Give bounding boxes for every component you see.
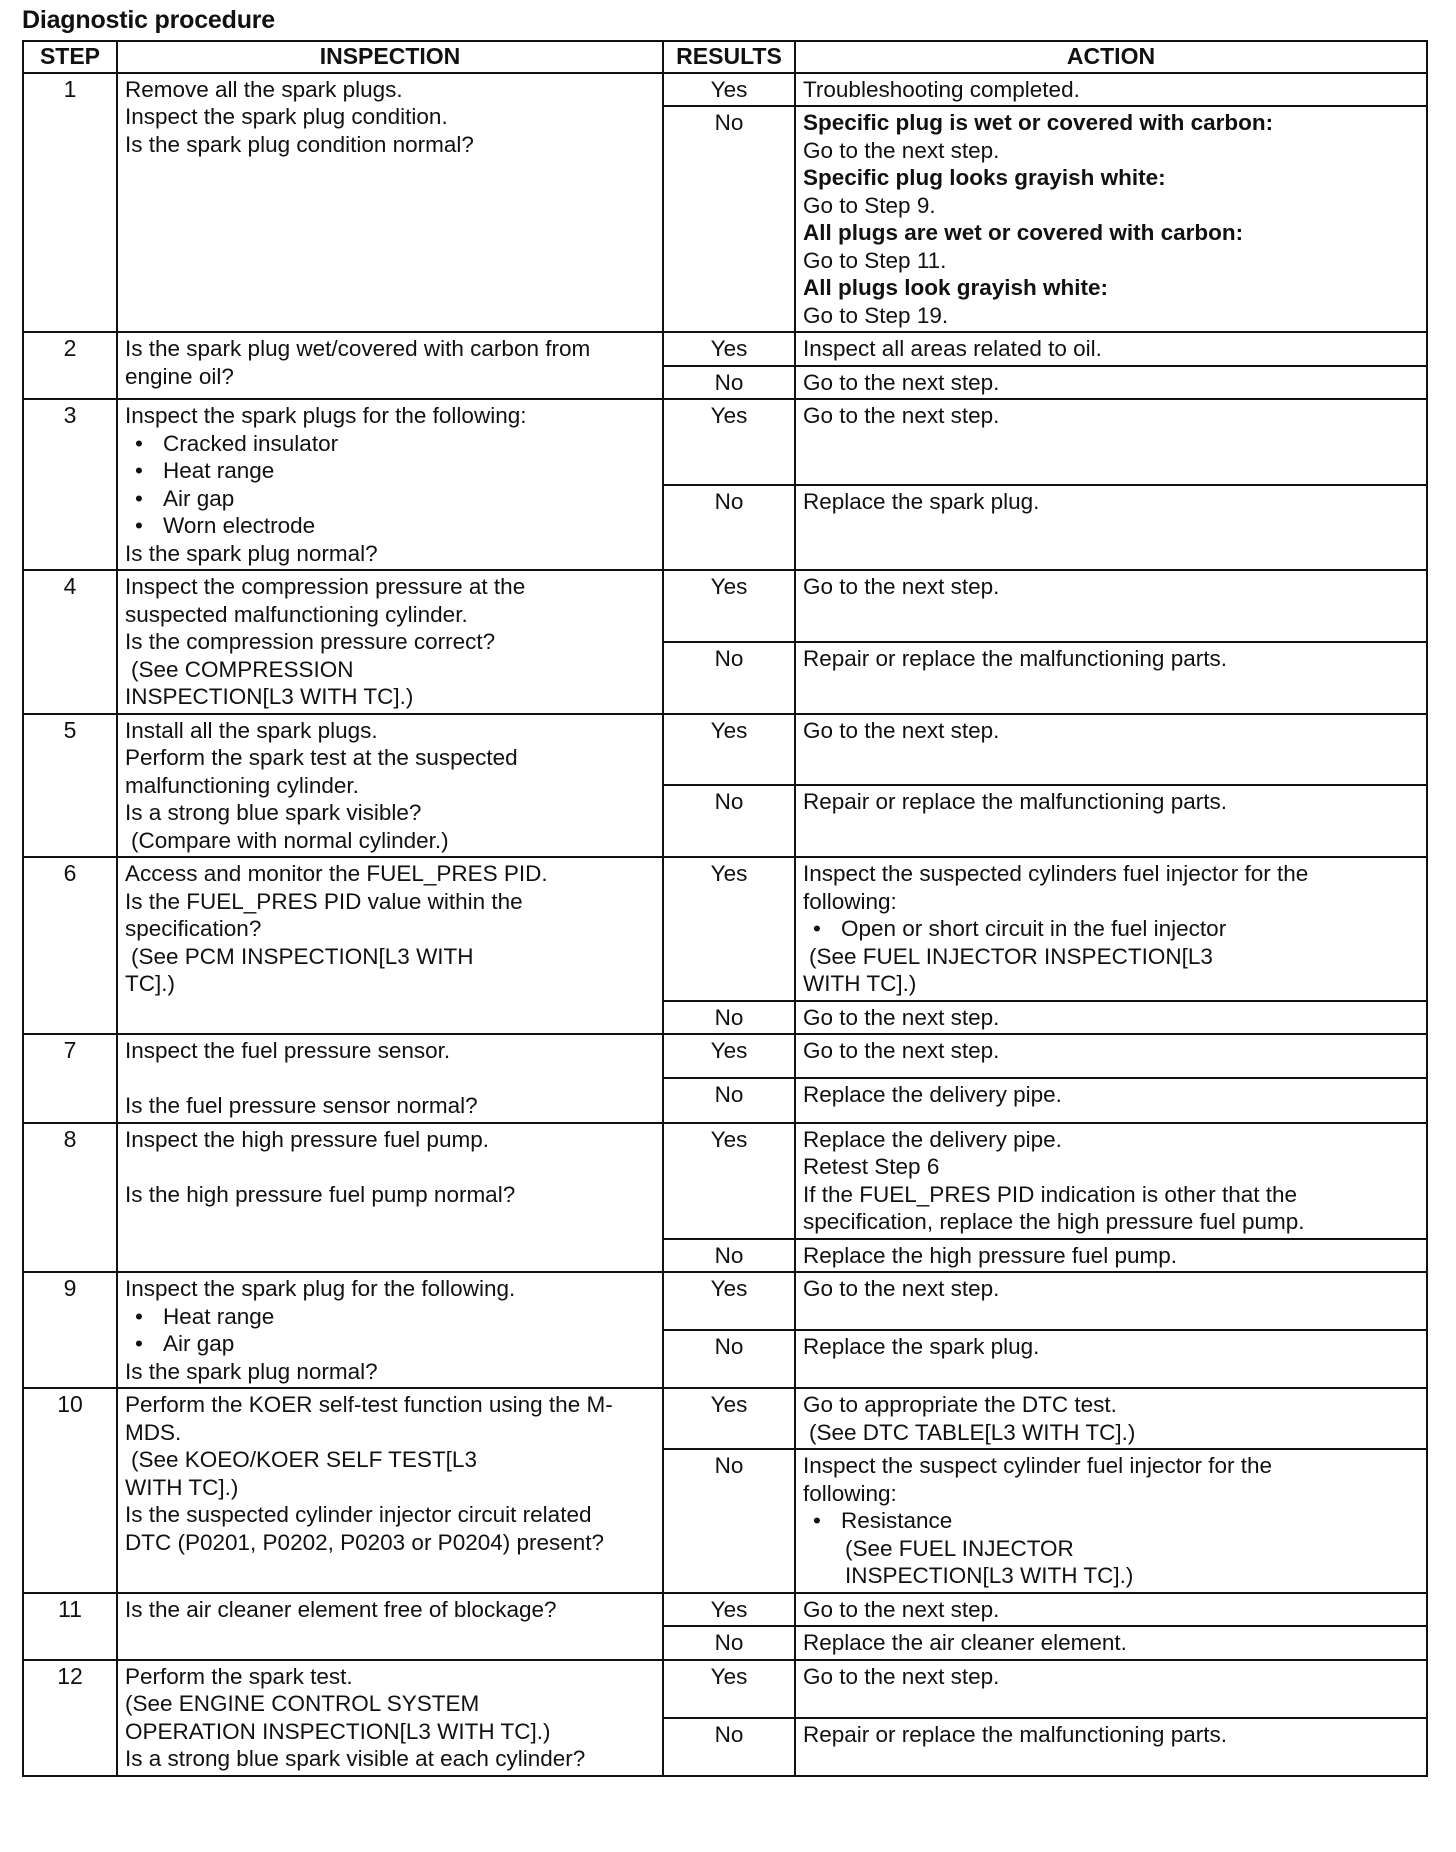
header-results: RESULTS [663, 41, 795, 73]
inspection-text: Is the fuel pressure sensor normal? [125, 1093, 478, 1118]
bullet-icon: • [135, 485, 143, 511]
result-yes: Yes [663, 570, 795, 642]
action-cell [795, 1449, 1427, 1593]
reference-text: INSPECTION[L3 WITH TC].) [125, 684, 414, 709]
table-row [23, 399, 1427, 485]
action-condition: Specific plug is wet or covered with carbon: [803, 110, 1274, 135]
action-cell: Repair or replace the malfunctioning parts. [795, 785, 1427, 857]
action-cell: Go to the next step. [795, 1001, 1427, 1035]
inspection-cell [117, 570, 663, 714]
bullet-icon: • [135, 513, 143, 538]
action-cell: Go to the next step. [795, 714, 1427, 786]
inspection-cell [117, 714, 663, 858]
reference-text: (See PCM INSPECTION[L3 WITH [131, 943, 474, 969]
inspection-text: Is the spark plug normal? [125, 1358, 378, 1384]
reference-text: (See KOEO/KOER SELF TEST[L3 [131, 1447, 477, 1472]
inspection-cell [117, 1272, 663, 1388]
reference-text: INSPECTION[L3 WITH TC].) [845, 1563, 1134, 1588]
result-yes: Yes [663, 1272, 795, 1330]
bullet-item [125, 1330, 655, 1358]
result-no: No [663, 785, 795, 857]
table-row [23, 1593, 1427, 1627]
table-row [23, 857, 1427, 1001]
result-no: No [663, 1001, 795, 1035]
result-no: No [663, 1330, 795, 1388]
bullet-item [125, 1303, 655, 1331]
bullet-text: Heat range [163, 458, 275, 483]
step-number: 3 [23, 399, 117, 570]
step-number: 4 [23, 570, 117, 714]
result-no: No [663, 642, 795, 714]
reference-text: (Compare with normal cylinder.) [131, 827, 449, 853]
action-cell [795, 1123, 1427, 1239]
inspection-cell [117, 1123, 663, 1273]
step-number: 6 [23, 857, 117, 1034]
action-text: following: [803, 888, 897, 914]
action-cell: Go to the next step. [795, 1593, 1427, 1627]
action-cell: Go to the next step. [795, 1272, 1427, 1330]
table-row [23, 1272, 1427, 1330]
inspection-text: Is the spark plug condition normal? [125, 131, 474, 157]
inspection-cell [117, 73, 663, 333]
action-condition: All plugs are wet or covered with carbon: [803, 220, 1244, 245]
result-no: No [663, 1449, 795, 1593]
result-yes: Yes [663, 1593, 795, 1627]
action-cell [795, 106, 1427, 332]
action-text: Inspect the suspected cylinders fuel injector for the [803, 861, 1309, 886]
bullet-text: Cracked insulator [163, 430, 339, 456]
result-no: No [663, 485, 795, 571]
inspection-text: Install all the spark plugs. [125, 717, 378, 743]
action-cell [795, 1388, 1427, 1449]
inspection-text: Is the suspected cylinder injector circuit related [125, 1502, 592, 1527]
bullet-item [125, 485, 655, 513]
result-yes: Yes [663, 1388, 795, 1449]
action-text: Go to appropriate the DTC test. [803, 1392, 1117, 1417]
page-title: Diagnostic procedure [22, 6, 275, 34]
result-yes: Yes [663, 332, 795, 366]
inspection-text: Inspect the compression pressure at the [125, 574, 526, 599]
header-inspection: INSPECTION [117, 41, 663, 73]
step-number: 2 [23, 332, 117, 399]
inspection-text: MDS. [125, 1419, 182, 1445]
table-row [23, 1123, 1427, 1239]
inspection-text: Is the high pressure fuel pump normal? [125, 1181, 516, 1207]
blank-line [125, 1065, 655, 1093]
action-cell: Replace the air cleaner element. [795, 1626, 1427, 1660]
step-number: 12 [23, 1660, 117, 1776]
bullet-text: Air gap [163, 1331, 235, 1356]
bullet-icon: • [135, 1331, 143, 1356]
action-cell: Repair or replace the malfunctioning parts. [795, 1718, 1427, 1776]
action-cell: Replace the delivery pipe. [795, 1078, 1427, 1122]
action-cell: Go to the next step. [795, 1034, 1427, 1078]
reference-text: (See FUEL INJECTOR INSPECTION[L3 [809, 943, 1213, 969]
inspection-text: Remove all the spark plugs. [125, 76, 403, 102]
table-row [23, 1388, 1427, 1449]
step-number: 9 [23, 1272, 117, 1388]
bullet-icon: • [813, 916, 821, 941]
inspection-cell [117, 1034, 663, 1123]
table-row [23, 332, 1427, 366]
bullet-text: Open or short circuit in the fuel injector [841, 916, 1227, 941]
result-yes: Yes [663, 1660, 795, 1718]
result-no: No [663, 1718, 795, 1776]
inspection-text: Inspect the fuel pressure sensor. [125, 1038, 451, 1063]
action-cell: Go to the next step. [795, 570, 1427, 642]
bullet-icon: • [813, 1508, 821, 1533]
bullet-item [803, 1507, 1419, 1535]
inspection-text: Is a strong blue spark visible? [125, 800, 422, 825]
inspection-text: Is the compression pressure correct? [125, 629, 496, 654]
inspection-text: Is the FUEL_PRES PID value within the [125, 888, 523, 914]
action-text: Inspect the suspect cylinder fuel injector for the [803, 1453, 1272, 1478]
bullet-item [125, 430, 655, 458]
result-no: No [663, 1626, 795, 1660]
step-number: 10 [23, 1388, 117, 1593]
result-no: No [663, 366, 795, 400]
inspection-cell [117, 1660, 663, 1776]
inspection-text: DTC (P0201, P0202, P0203 or P0204) present? [125, 1529, 605, 1555]
step-number: 11 [23, 1593, 117, 1660]
inspection-text: Inspect the spark plugs for the following: [125, 403, 527, 428]
blank-line [125, 1153, 655, 1181]
result-no: No [663, 106, 795, 332]
bullet-icon: • [135, 1303, 143, 1329]
action-condition: All plugs look grayish white: [803, 275, 1109, 300]
inspection-cell: Is the air cleaner element free of blockage? [117, 1593, 663, 1660]
inspection-text: Is the spark plug normal? [125, 540, 378, 566]
action-condition: Specific plug looks grayish white: [803, 165, 1166, 190]
reference-text: WITH TC].) [125, 1474, 239, 1500]
result-no: No [663, 1239, 795, 1273]
inspection-text: Perform the spark test at the suspected [125, 745, 518, 770]
action-cell: Replace the spark plug. [795, 1330, 1427, 1388]
action-text: following: [803, 1480, 897, 1506]
result-no: No [663, 1078, 795, 1122]
action-cell: Go to the next step. [795, 1660, 1427, 1718]
result-yes: Yes [663, 399, 795, 485]
result-yes: Yes [663, 73, 795, 107]
inspection-cell [117, 399, 663, 570]
action-cell: Go to the next step. [795, 399, 1427, 485]
inspection-text: suspected malfunctioning cylinder. [125, 601, 468, 627]
inspection-text: Inspect the spark plug condition. [125, 104, 448, 129]
action-cell: Replace the spark plug. [795, 485, 1427, 571]
step-number: 1 [23, 73, 117, 333]
inspection-text: engine oil? [125, 363, 234, 389]
action-text: Replace the delivery pipe. [803, 1126, 1062, 1152]
bullet-item [125, 512, 655, 540]
reference-text: WITH TC].) [803, 971, 917, 996]
bullet-icon: • [135, 458, 143, 483]
action-cell [795, 857, 1427, 1001]
action-cell: Inspect all areas related to oil. [795, 332, 1427, 366]
action-text: Go to Step 9. [803, 192, 936, 218]
inspection-cell [117, 332, 663, 399]
action-text: Go to the next step. [803, 137, 1000, 163]
table-row [23, 570, 1427, 642]
table-row [23, 714, 1427, 786]
action-cell: Repair or replace the malfunctioning parts. [795, 642, 1427, 714]
result-yes: Yes [663, 857, 795, 1001]
table-row [23, 73, 1427, 107]
inspection-text: Inspect the high pressure fuel pump. [125, 1126, 489, 1152]
inspection-text: Perform the spark test. [125, 1663, 353, 1689]
action-text: Go to Step 11. [803, 247, 947, 273]
action-text: Retest Step 6 [803, 1154, 940, 1179]
reference-text: (See DTC TABLE[L3 WITH TC].) [809, 1419, 1136, 1445]
bullet-text: Resistance [841, 1508, 953, 1533]
inspection-text: specification? [125, 916, 262, 941]
action-text: Go to Step 19. [803, 302, 949, 328]
action-text: specification, replace the high pressure fuel pump. [803, 1209, 1305, 1234]
bullet-text: Worn electrode [163, 513, 316, 538]
bullet-icon: • [135, 430, 143, 456]
reference-text: (See ENGINE CONTROL SYSTEM [125, 1691, 480, 1716]
inspection-text: Perform the KOER self-test function using the M- [125, 1392, 613, 1417]
result-yes: Yes [663, 714, 795, 786]
inspection-cell [117, 857, 663, 1034]
inspection-cell [117, 1388, 663, 1593]
table-row [23, 1034, 1427, 1078]
diagnostic-table [22, 40, 1428, 1777]
action-cell: Replace the high pressure fuel pump. [795, 1239, 1427, 1273]
inspection-text: Access and monitor the FUEL_PRES PID. [125, 861, 548, 886]
header-action: ACTION [795, 41, 1427, 73]
reference-text: (See COMPRESSION [131, 656, 354, 682]
inspection-text: Is a strong blue spark visible at each cylinder? [125, 1746, 586, 1771]
step-number: 7 [23, 1034, 117, 1123]
action-cell: Go to the next step. [795, 366, 1427, 400]
bullet-text: Heat range [163, 1303, 275, 1329]
inspection-text: Inspect the spark plug for the following. [125, 1276, 516, 1301]
result-yes: Yes [663, 1034, 795, 1078]
inspection-text: Is the spark plug wet/covered with carbon from [125, 336, 591, 361]
result-yes: Yes [663, 1123, 795, 1239]
step-number: 8 [23, 1123, 117, 1273]
action-cell: Troubleshooting completed. [795, 73, 1427, 107]
header-step: STEP [23, 41, 117, 73]
table-row [23, 1660, 1427, 1718]
bullet-text: Air gap [163, 485, 235, 511]
step-number: 5 [23, 714, 117, 858]
reference-text: (See FUEL INJECTOR [845, 1535, 1074, 1561]
reference-text: TC].) [125, 971, 175, 996]
inspection-text: malfunctioning cylinder. [125, 772, 359, 798]
bullet-item [803, 915, 1419, 943]
action-text: If the FUEL_PRES PID indication is other that the [803, 1181, 1298, 1207]
reference-text: OPERATION INSPECTION[L3 WITH TC].) [125, 1718, 551, 1744]
header-row [23, 41, 1427, 73]
bullet-item [125, 457, 655, 485]
